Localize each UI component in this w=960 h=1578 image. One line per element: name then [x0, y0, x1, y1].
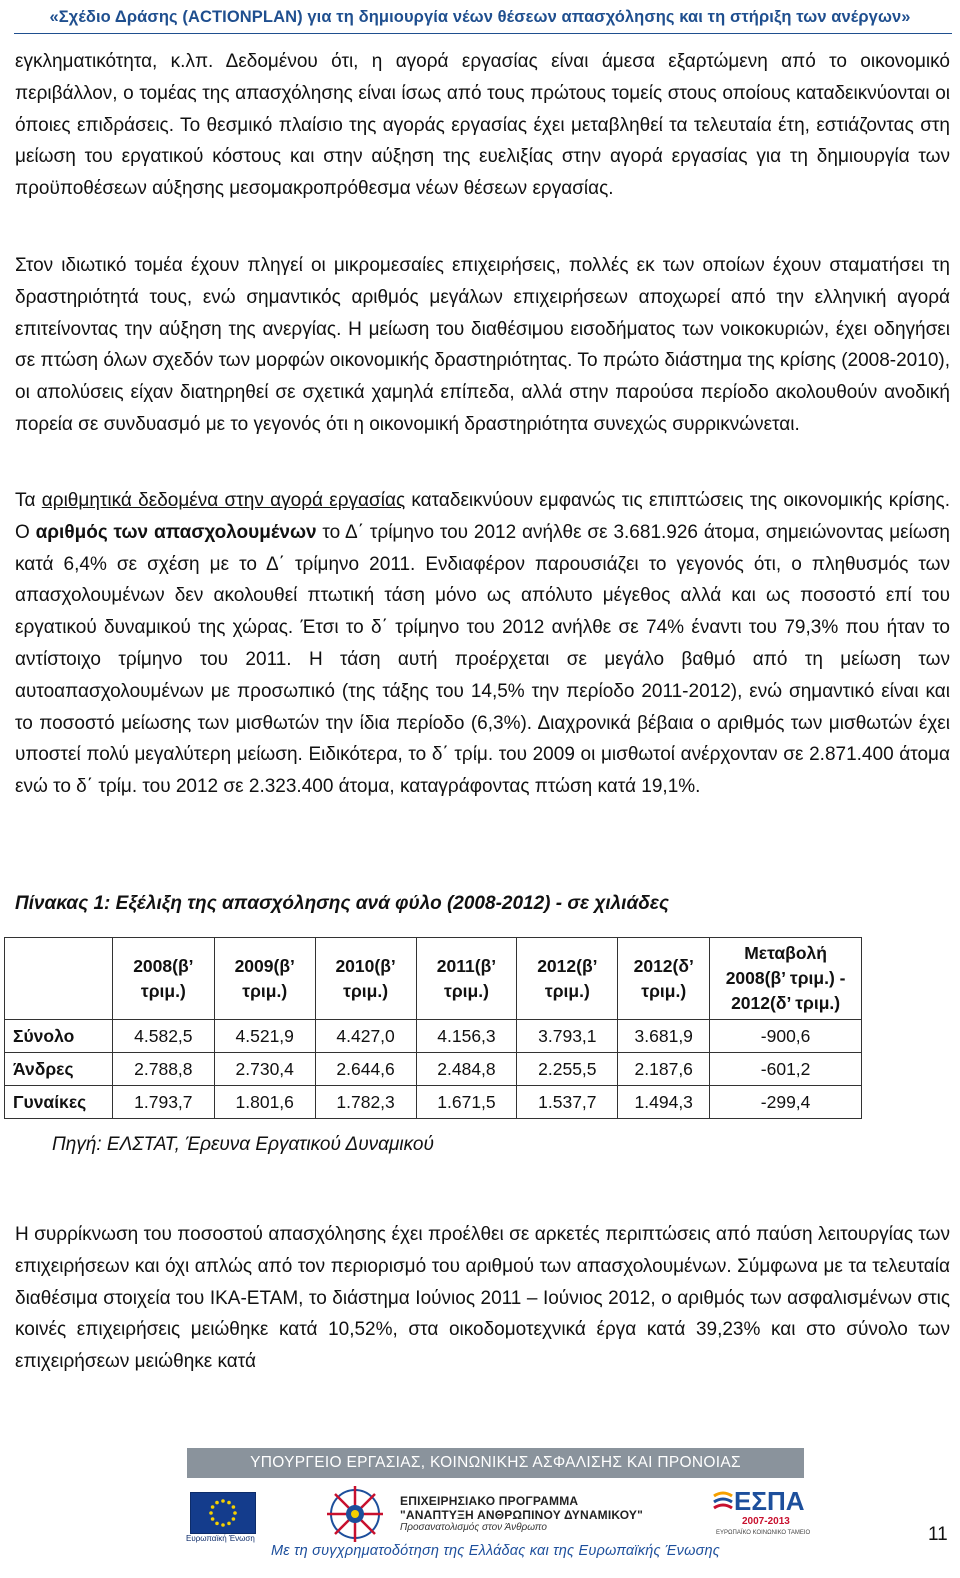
- table-cell: 4.582,5: [112, 1020, 214, 1053]
- running-header: «Σχέδιο Δράσης (ACTIONPLAN) για τη δημιουργία νέων θέσεων απασχόλησης και τη στήριξη των ανέργων»: [49, 7, 911, 26]
- table-cell: 1.494,3: [618, 1086, 710, 1119]
- program-text: [400, 1494, 720, 1533]
- table-cell: 2.484,8: [416, 1053, 517, 1086]
- table-cell: 3.793,1: [517, 1020, 618, 1053]
- program-emblem-icon: [320, 1482, 390, 1546]
- table-cell: -900,6: [710, 1020, 862, 1053]
- table-cell: 4.521,9: [214, 1020, 315, 1053]
- table-cell: 1.537,7: [517, 1086, 618, 1119]
- paragraph-3-text-a: Τα: [15, 490, 42, 511]
- eu-label: Ευρωπαϊκή Ένωση: [186, 1534, 255, 1543]
- header-rule: [14, 33, 952, 34]
- col-header-2012b: 2012(β’ τριμ.): [517, 938, 618, 1020]
- col-header-2008: 2008(β’ τριμ.): [112, 938, 214, 1020]
- table-cell: 2.255,5: [517, 1053, 618, 1086]
- table-cell: 1.793,7: [112, 1086, 214, 1119]
- table-header-row: [5, 938, 862, 1020]
- espa-swirl-icon: [712, 1490, 734, 1514]
- paragraph-2: Στον ιδιωτικό τομέα έχουν πληγεί οι μικρομεσαίες επιχειρήσεις, πολλές εκ των οποίων έχουν σταματήσει τη δραστηριότητά τους, ενώ σημαντικός αριθμός μεγάλων επιχειρήσεων αποχωρεί από την ελληνική αγορά επιτείνοντας την αύξηση της ανεργίας. Η μείωση του διαθέσιμου εισοδήματος των νοικοκυριών, έχει οδηγήσει σε πτώση όλων σχεδόν των μορφών οικονομικής δραστηριότητας. Το πρώτο διάστημα της κρίσης (2008-2010), οι απολύσεις είχαν διατηρηθεί σε σχετικά χαμηλά επίπεδα, αλλά στην παρούσα περίοδο ακολουθούν ανοδική πορεία σε συνδυασμό με το γεγονός ότι η οικονομική δραστηριότητα συνεχώς συρρικνώνεται.: [15, 255, 950, 435]
- table-row: [5, 1020, 862, 1053]
- table-cell: 4.156,3: [416, 1020, 517, 1053]
- espa-subtitle: ΕΥΡΩΠΑΪΚΟ ΚΟΙΝΩΝΙΚΟ ΤΑΜΕΙΟ: [716, 1530, 811, 1536]
- table-cell: 2.788,8: [112, 1053, 214, 1086]
- cofunding-text: Με τη συγχρηματοδότηση της Ελλάδας και της Ευρωπαϊκής Ένωσης: [270, 1543, 721, 1559]
- program-line-1: ΕΠΙΧΕΙΡΗΣΙΑΚΟ ΠΡΟΓΡΑΜΜΑ: [400, 1494, 579, 1508]
- col-header-2009: 2009(β’ τριμ.): [214, 938, 315, 1020]
- table-cell: 2.644,6: [315, 1053, 416, 1086]
- table-cell: 3.681,9: [618, 1020, 710, 1053]
- col-header-2012d: 2012(δ’ τριμ.): [618, 938, 710, 1020]
- paragraph-3: [15, 485, 950, 803]
- eu-logo: [180, 1484, 260, 1546]
- table-cell: 1.671,5: [416, 1086, 517, 1119]
- col-header-change: Μεταβολή 2008(β’ τριμ.) - 2012(δ’ τριμ.): [710, 938, 862, 1020]
- espa-logo: [712, 1486, 812, 1542]
- table-caption: Πίνακας 1: Εξέλιξη της απασχόλησης ανά φύλο (2008-2012) - σε χιλιάδες: [15, 893, 670, 914]
- footer-logos: [180, 1480, 820, 1546]
- table-cell: 1.782,3: [315, 1086, 416, 1119]
- table-source: Πηγή: ΕΛΣΤΑΤ, Έρευνα Εργατικού Δυναμικού: [52, 1134, 434, 1155]
- col-header-2010: 2010(β’ τριμ.): [315, 938, 416, 1020]
- paragraph-4: Η συρρίκνωση του ποσοστού απασχόλησης έχει προέλθει σε αρκετές περιπτώσεις από παύση λειτουργίας των επιχειρήσεων και όχι απλώς από τον περιορισμό του αριθμού των απασχολουμένων. Σύμφωνα με τα τελευταία διαθέσιμα στοιχεία του ΙΚΑ-ΕΤΑΜ, το διάστημα Ιούνιος 2011 – Ιούνιος 2012, ο αριθμός των ασφαλισμένων στις κοινές επιχειρήσεις μειώθηκε κατά 10,52%, στα οικοδομοτεχνικά έργα κατά 39,23% και στο σύνολο των επιχειρήσεων μειώθηκε κατά: [15, 1224, 950, 1373]
- espa-years: 2007-2013: [742, 1516, 790, 1527]
- table-cell: -601,2: [710, 1053, 862, 1086]
- col-header-2011: 2011(β’ τριμ.): [416, 938, 517, 1020]
- employment-table: [4, 937, 862, 1119]
- row-label-men: Άνδρες: [5, 1053, 113, 1086]
- program-line-2: "ΑΝΑΠΤΥΞΗ ΑΝΘΡΩΠΙΝΟΥ ΔΥΝΑΜΙΚΟΥ": [400, 1508, 644, 1522]
- table-row: [5, 1053, 862, 1086]
- table-cell: 2.187,6: [618, 1053, 710, 1086]
- paragraph-3-text-b: καταδεικνύουν εμφανώς τις επιπτώσεις της οικονομικής κρίσης. Ο: [15, 490, 950, 543]
- ministry-band: ΥΠΟΥΡΓΕΙΟ ΕΡΓΑΣΙΑΣ, ΚΟΙΝΩΝΙΚΗΣ ΑΣΦΑΛΙΣΗΣ ΚΑΙ ΠΡΟΝΟΙΑΣ: [187, 1448, 804, 1478]
- espa-title: ΕΣΠΑ: [734, 1486, 805, 1516]
- table-corner-cell: [5, 938, 113, 1020]
- paragraph-1: εγκληματικότητα, κ.λπ. Δεδομένου ότι, η αγορά εργασίας είναι άμεσα εξαρτώμενη από το οικονομικό περιβάλλον, ο τομέας της απασχόλησης είναι ίσως από τους πρώτους τομείς στους οποίους καταδεικνύονται οι όποιες επιδράσεις. Το θεσμικό πλαίσιο της αγοράς εργασίας έχει μεταβληθεί τα τελευταία έτη, εστιάζοντας στη μείωση του εργατικού κόστους και στην αύξηση της ευελιξίας στην αγορά εργασίας για τη δημιουργία των προϋποθέσεων αύξησης μεσομακροπρόθεσμα νέων θέσεων εργασίας.: [15, 51, 950, 200]
- employment-data-link[interactable]: αριθμητικά δεδομένα στην αγορά εργασίας: [41, 490, 406, 511]
- employed-count-emphasis: αριθμός των απασχολουμένων: [35, 521, 317, 543]
- eu-flag-icon: [190, 1492, 256, 1534]
- paragraph-3-text-c: το Δ΄ τρίμηνο του 2012 ανήλθε σε 3.681.926 άτομα, σημειώνοντας μείωση κατά 6,4% σε σχέση με το Δ΄ τρίμηνο 2011. Ενδιαφέρον παρουσιάζει το γεγονός ότι, ο πληθυσμός των απασχολουμένων δεν ακολουθεί πτωτική τάση μόνο ως απόλυτο μέγεθος αλλά και ως ποσοστό επί του εργατικού δυναμικού της χώρας. Έτσι το δ΄ τρίμηνο του 2012 ανήλθε σε 74% έναντι του 79,3% που ήταν το αντίστοιχο τρίμηνο του 2011. Η τάση αυτή προέρχεται σε μεγάλο βαθμό από τη μείωση των αυτοαπασχολουμένων με προσωπικό (της τάξης του 14,5% την περίοδο 2011-2012), ενώ σημαντικό είναι και το ποσοστό μείωσης των μισθωτών την ίδια περίοδο (6,3%). Διαχρονικά βέβαια ο αριθμός των μισθωτών έχει υποστεί πολύ μεγαλύτερη μείωση. Ειδικότερα, το δ΄ τρίμ. του 2009 οι μισθωτοί ανέρχονταν σε 2.871.400 άτομα ενώ το δ΄ τρίμ. του 2012 σε 2.323.400 άτομα, καταγράφοντας πτώση κατά 19,1%.: [15, 521, 950, 798]
- row-label-women: Γυναίκες: [5, 1086, 113, 1119]
- table-row: [5, 1086, 862, 1119]
- table-cell: 2.730,4: [214, 1053, 315, 1086]
- table-cell: 4.427,0: [315, 1020, 416, 1053]
- program-line-3: Προσανατολισμός στον Άνθρωπο: [400, 1522, 547, 1533]
- table-cell: 1.801,6: [214, 1086, 315, 1119]
- page-number: 11: [928, 1524, 948, 1545]
- table-cell: -299,4: [710, 1086, 862, 1119]
- row-label-total: Σύνολο: [5, 1020, 113, 1053]
